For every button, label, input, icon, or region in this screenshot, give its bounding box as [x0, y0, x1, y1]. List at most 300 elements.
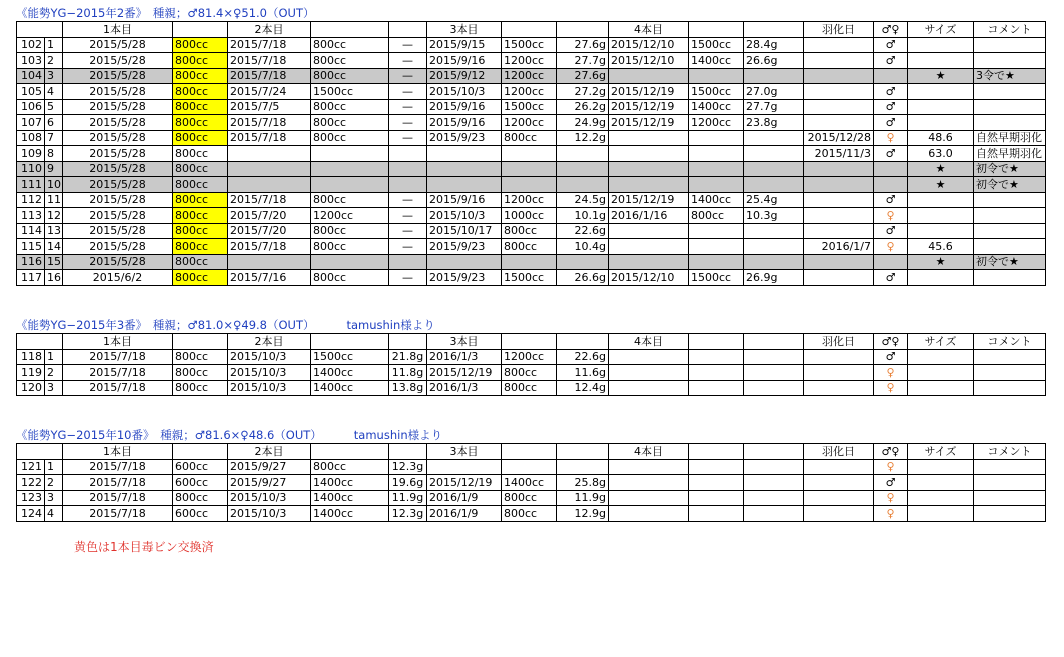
footnote: 黄色は1本目毒ビン交換済 — [74, 540, 214, 554]
table-cell: 2015/10/3 — [228, 349, 311, 365]
table-cell — [974, 490, 1046, 506]
table-cell: 2015/5/28 — [63, 37, 173, 53]
table-cell — [609, 380, 689, 396]
table-cell — [609, 146, 689, 162]
table-cell: 3 — [45, 490, 63, 506]
column-header: ♂♀ — [874, 444, 908, 460]
table-cell: 2015/9/23 — [427, 270, 502, 286]
table-cell: 800cc — [502, 223, 557, 239]
table-cell: 14 — [45, 239, 63, 255]
column-header — [311, 444, 389, 460]
table-cell: 117 — [17, 270, 45, 286]
table-cell: 2015/7/18 — [228, 68, 311, 84]
table-row — [17, 68, 1046, 84]
table-cell: 8 — [45, 146, 63, 162]
table-cell — [974, 223, 1046, 239]
table-cell — [974, 349, 1046, 365]
table-cell: 800cc — [173, 223, 228, 239]
table-cell: 63.0 — [908, 146, 974, 162]
table-cell: 12.9g — [557, 506, 609, 522]
column-header — [502, 334, 557, 350]
table-cell — [557, 161, 609, 177]
table-cell — [974, 37, 1046, 53]
table-cell: 1400cc — [311, 490, 389, 506]
table-cell: ♂ — [874, 84, 908, 100]
table-cell: 27.6g — [557, 37, 609, 53]
table-cell: ★ — [908, 68, 974, 84]
table-cell: 1200cc — [502, 349, 557, 365]
table-cell: 600cc — [173, 506, 228, 522]
table-cell — [609, 254, 689, 270]
table-cell: 800cc — [173, 146, 228, 162]
table-cell: 2 — [45, 53, 63, 69]
column-header: 羽化日 — [804, 444, 874, 460]
table-cell: 2015/5/28 — [63, 239, 173, 255]
table-cell — [389, 177, 427, 193]
table-cell: 2015/12/10 — [609, 270, 689, 286]
table-cell: ♀ — [874, 365, 908, 381]
table-cell — [908, 208, 974, 224]
table-cell: 1200cc — [502, 192, 557, 208]
table-cell: 800cc — [173, 84, 228, 100]
table-cell: — — [389, 84, 427, 100]
table-cell: 12.2g — [557, 130, 609, 146]
table-cell — [609, 68, 689, 84]
table-cell: ♂ — [874, 223, 908, 239]
table-cell: 11.6g — [557, 365, 609, 381]
table-cell: 2015/5/28 — [63, 84, 173, 100]
table-cell: 105 — [17, 84, 45, 100]
table-cell: — — [389, 208, 427, 224]
column-header — [311, 22, 389, 38]
table-cell: 108 — [17, 130, 45, 146]
table-cell — [908, 53, 974, 69]
table-cell: 104 — [17, 68, 45, 84]
table-cell: 27.0g — [744, 84, 804, 100]
table-cell: 2015/7/20 — [228, 208, 311, 224]
table-cell — [874, 68, 908, 84]
table-cell — [908, 223, 974, 239]
table-row — [17, 84, 1046, 100]
table-cell: ♀ — [874, 506, 908, 522]
data-table — [16, 333, 1046, 396]
column-header — [502, 22, 557, 38]
table-title-text: 《能勢YG−2015年10番》 種親；♂81.6×♀48.6（OUT） — [16, 428, 322, 442]
table-cell — [502, 254, 557, 270]
table-cell — [744, 130, 804, 146]
table-cell — [804, 177, 874, 193]
table-cell: 2015/10/3 — [228, 365, 311, 381]
column-header: 3本目 — [427, 22, 502, 38]
table-cell: ♀ — [874, 239, 908, 255]
column-header — [557, 334, 609, 350]
table-row — [17, 270, 1046, 286]
table-cell: 25.8g — [557, 475, 609, 491]
table-cell: 2015/12/19 — [609, 99, 689, 115]
table-cell: 800cc — [173, 53, 228, 69]
table-cell — [804, 192, 874, 208]
table-cell: ♂ — [874, 37, 908, 53]
table-cell: 800cc — [502, 365, 557, 381]
table-cell — [609, 161, 689, 177]
table-cell: 800cc — [173, 130, 228, 146]
table-cell: 2015/10/3 — [427, 84, 502, 100]
table-cell — [689, 130, 744, 146]
table-cell: 800cc — [173, 115, 228, 131]
table-cell: 800cc — [311, 270, 389, 286]
table-cell — [804, 506, 874, 522]
table-cell: 2015/5/28 — [63, 177, 173, 193]
table-cell: 2015/5/28 — [63, 146, 173, 162]
table-cell — [804, 459, 874, 475]
column-header — [389, 444, 427, 460]
column-header: 4本目 — [609, 444, 689, 460]
table-cell — [609, 365, 689, 381]
table-cell: 22.6g — [557, 349, 609, 365]
table-cell: 1200cc — [689, 115, 744, 131]
table-cell: 13.8g — [389, 380, 427, 396]
table-cell: 2015/5/28 — [63, 68, 173, 84]
table-cell: 27.7g — [557, 53, 609, 69]
table-cell — [689, 177, 744, 193]
table-cell: 2015/12/19 — [609, 84, 689, 100]
table-cell: 800cc — [311, 192, 389, 208]
table-cell: 800cc — [502, 490, 557, 506]
table-cell: ♀ — [874, 130, 908, 146]
table-cell: 自然早期羽化 — [974, 146, 1046, 162]
table-cell: 15 — [45, 254, 63, 270]
table-cell: 2015/9/23 — [427, 130, 502, 146]
table-cell: 2015/5/28 — [63, 161, 173, 177]
column-header — [389, 22, 427, 38]
data-table — [16, 21, 1046, 286]
table-cell: 2015/6/2 — [63, 270, 173, 286]
table-cell: 9 — [45, 161, 63, 177]
table-cell — [689, 380, 744, 396]
column-header: コメント — [974, 334, 1046, 350]
table-cell: 2015/5/28 — [63, 192, 173, 208]
column-header: 4本目 — [609, 334, 689, 350]
table-cell — [609, 475, 689, 491]
table-cell: 1500cc — [689, 37, 744, 53]
table-row — [17, 506, 1046, 522]
table-cell — [804, 37, 874, 53]
column-header — [744, 444, 804, 460]
table-cell — [908, 349, 974, 365]
table-cell: 600cc — [173, 459, 228, 475]
table-cell — [427, 177, 502, 193]
table-cell: 1000cc — [502, 208, 557, 224]
table-cell: 800cc — [173, 349, 228, 365]
table-cell — [974, 475, 1046, 491]
table-cell: 800cc — [173, 380, 228, 396]
table-cell: 111 — [17, 177, 45, 193]
table-cell — [427, 459, 502, 475]
table-cell — [974, 380, 1046, 396]
table-cell: 1500cc — [502, 37, 557, 53]
table-cell: 2015/5/28 — [63, 53, 173, 69]
table-cell: 2015/9/16 — [427, 99, 502, 115]
table-cell: 1500cc — [689, 84, 744, 100]
table-cell: 45.6 — [908, 239, 974, 255]
table-cell: 23.8g — [744, 115, 804, 131]
table-cell — [908, 37, 974, 53]
table-cell: 2015/9/15 — [427, 37, 502, 53]
table-cell: 2015/7/18 — [228, 115, 311, 131]
table-cell — [908, 490, 974, 506]
table-cell: 1400cc — [502, 475, 557, 491]
table-cell — [804, 270, 874, 286]
table-cell: 109 — [17, 146, 45, 162]
table-cell: ♀ — [874, 490, 908, 506]
table-section-1 — [16, 6, 1046, 286]
table-cell: 2015/7/16 — [228, 270, 311, 286]
table-cell — [689, 254, 744, 270]
table-cell: 19.6g — [389, 475, 427, 491]
table-cell — [744, 146, 804, 162]
table-cell — [557, 146, 609, 162]
table-cell: 1500cc — [311, 349, 389, 365]
table-cell — [689, 490, 744, 506]
column-header: サイズ — [908, 444, 974, 460]
column-header: 2本目 — [228, 334, 311, 350]
table-cell: 800cc — [311, 68, 389, 84]
table-cell: 22.6g — [557, 223, 609, 239]
table-cell: 2015/7/18 — [63, 490, 173, 506]
table-cell — [502, 161, 557, 177]
table-cell: 800cc — [311, 99, 389, 115]
table-cell — [804, 490, 874, 506]
data-table — [16, 443, 1046, 522]
table-cell — [609, 459, 689, 475]
table-cell: ♂ — [874, 99, 908, 115]
table-cell: 2015/7/18 — [228, 239, 311, 255]
column-header — [173, 334, 228, 350]
column-header — [17, 22, 63, 38]
table-cell: 2015/12/28 — [804, 130, 874, 146]
table-cell — [908, 475, 974, 491]
table-cell — [908, 115, 974, 131]
table-cell: — — [389, 192, 427, 208]
table-cell: 2015/12/19 — [427, 475, 502, 491]
column-header — [557, 444, 609, 460]
table-row — [17, 223, 1046, 239]
table-cell: 800cc — [173, 37, 228, 53]
table-cell: 10.3g — [744, 208, 804, 224]
table-cell: 110 — [17, 161, 45, 177]
table-cell: 106 — [17, 99, 45, 115]
table-cell: ★ — [908, 177, 974, 193]
table-cell: 25.4g — [744, 192, 804, 208]
column-header: 1本目 — [63, 334, 173, 350]
table-cell: 2015/7/18 — [63, 459, 173, 475]
table-cell: 800cc — [311, 37, 389, 53]
table-cell: 800cc — [311, 459, 389, 475]
table-cell: 2016/1/7 — [804, 239, 874, 255]
table-cell: 48.6 — [908, 130, 974, 146]
table-cell: ★ — [908, 254, 974, 270]
table-row — [17, 239, 1046, 255]
table-cell: 1400cc — [311, 365, 389, 381]
table-cell: 3 — [45, 380, 63, 396]
table-cell: 2016/1/9 — [427, 490, 502, 506]
table-cell — [744, 349, 804, 365]
table-cell: 115 — [17, 239, 45, 255]
table-row — [17, 475, 1046, 491]
table-cell: 2015/11/3 — [804, 146, 874, 162]
table-cell: ♂ — [874, 192, 908, 208]
table-cell — [804, 99, 874, 115]
table-cell — [908, 270, 974, 286]
table-cell: ♀ — [874, 208, 908, 224]
table-cell: 2015/12/19 — [427, 365, 502, 381]
table-cell: 2015/12/10 — [609, 53, 689, 69]
table-cell: 800cc — [689, 208, 744, 224]
table-cell: 26.6g — [557, 270, 609, 286]
table-cell: 2015/9/16 — [427, 53, 502, 69]
table-cell — [557, 254, 609, 270]
table-cell: — — [389, 53, 427, 69]
table-cell: 2015/7/20 — [228, 223, 311, 239]
table-cell: — — [389, 130, 427, 146]
table-cell: 2016/1/16 — [609, 208, 689, 224]
table-cell — [609, 490, 689, 506]
table-cell: 24.9g — [557, 115, 609, 131]
table-cell: 118 — [17, 349, 45, 365]
table-cell: 119 — [17, 365, 45, 381]
table-cell — [689, 239, 744, 255]
table-cell — [502, 146, 557, 162]
table-row — [17, 161, 1046, 177]
table-cell: 2 — [45, 475, 63, 491]
table-cell — [804, 115, 874, 131]
table-cell: 11 — [45, 192, 63, 208]
credit-text: tamushin様より — [346, 318, 435, 332]
header-row — [17, 444, 1046, 460]
column-header: 羽化日 — [804, 22, 874, 38]
table-cell — [689, 365, 744, 381]
table-cell — [974, 99, 1046, 115]
table-cell: 11.9g — [557, 490, 609, 506]
table-cell — [974, 459, 1046, 475]
table-cell: 2015/7/18 — [63, 349, 173, 365]
table-cell: ♂ — [874, 349, 908, 365]
column-header — [17, 444, 63, 460]
table-cell — [689, 475, 744, 491]
table-cell: 2015/9/27 — [228, 475, 311, 491]
table-cell: 800cc — [173, 192, 228, 208]
table-section-3 — [16, 428, 1046, 522]
table-cell — [689, 223, 744, 239]
table-cell — [974, 84, 1046, 100]
table-cell: 2015/7/18 — [63, 475, 173, 491]
table-cell: 3令で★ — [974, 68, 1046, 84]
table-cell — [689, 506, 744, 522]
table-cell: 2015/7/18 — [228, 192, 311, 208]
table-cell: — — [389, 68, 427, 84]
table-cell: 121 — [17, 459, 45, 475]
column-header — [744, 334, 804, 350]
table-cell: 107 — [17, 115, 45, 131]
table-cell: 1200cc — [502, 68, 557, 84]
table-cell — [804, 53, 874, 69]
table-cell: 26.2g — [557, 99, 609, 115]
table-cell: 13 — [45, 223, 63, 239]
table-cell: 10 — [45, 177, 63, 193]
table-cell: 800cc — [502, 130, 557, 146]
table-cell: 2015/5/28 — [63, 130, 173, 146]
table-cell — [389, 161, 427, 177]
column-header: 2本目 — [228, 444, 311, 460]
table-cell: 1400cc — [311, 475, 389, 491]
table-row — [17, 459, 1046, 475]
table-cell: — — [389, 99, 427, 115]
table-section-2 — [16, 318, 1046, 396]
table-cell: 27.7g — [744, 99, 804, 115]
table-cell: 2016/1/9 — [427, 506, 502, 522]
table-cell: 2015/12/19 — [609, 115, 689, 131]
column-header — [502, 444, 557, 460]
column-header: コメント — [974, 444, 1046, 460]
table-cell — [804, 84, 874, 100]
table-title-text: 《能勢YG−2015年2番》 種親；♂81.4×♀51.0（OUT） — [16, 6, 315, 20]
header-row — [17, 334, 1046, 350]
table-cell: 12.4g — [557, 380, 609, 396]
column-header — [389, 334, 427, 350]
table-cell: 1400cc — [689, 99, 744, 115]
table-cell: 800cc — [311, 239, 389, 255]
table-cell: 2015/7/18 — [63, 380, 173, 396]
table-cell: — — [389, 223, 427, 239]
column-header — [689, 22, 744, 38]
column-header — [689, 444, 744, 460]
table-cell: 12.3g — [389, 459, 427, 475]
column-header: 1本目 — [63, 444, 173, 460]
table-cell — [804, 223, 874, 239]
table-row — [17, 490, 1046, 506]
table-cell: 27.6g — [557, 68, 609, 84]
column-header: サイズ — [908, 22, 974, 38]
table-cell — [974, 365, 1046, 381]
table-cell: 自然早期羽化 — [974, 130, 1046, 146]
column-header: 2本目 — [228, 22, 311, 38]
table-cell — [908, 192, 974, 208]
table-row — [17, 254, 1046, 270]
table-cell: 2015/9/23 — [427, 239, 502, 255]
table-cell: 2015/5/28 — [63, 208, 173, 224]
table-cell: 800cc — [173, 161, 228, 177]
column-header — [311, 334, 389, 350]
column-header: 3本目 — [427, 444, 502, 460]
table-cell — [804, 365, 874, 381]
column-header: 羽化日 — [804, 334, 874, 350]
table-row — [17, 130, 1046, 146]
column-header: ♂♀ — [874, 22, 908, 38]
table-cell: 2015/9/16 — [427, 115, 502, 131]
table-cell — [974, 192, 1046, 208]
table-cell: 114 — [17, 223, 45, 239]
table-cell: 1400cc — [311, 506, 389, 522]
table-cell: 2015/7/18 — [63, 365, 173, 381]
table-cell: 800cc — [311, 115, 389, 131]
table-cell: 2015/7/18 — [228, 53, 311, 69]
table-cell — [744, 506, 804, 522]
table-cell — [609, 349, 689, 365]
table-cell: 800cc — [502, 239, 557, 255]
table-cell: ♀ — [874, 380, 908, 396]
column-header — [17, 334, 63, 350]
table-cell — [804, 161, 874, 177]
